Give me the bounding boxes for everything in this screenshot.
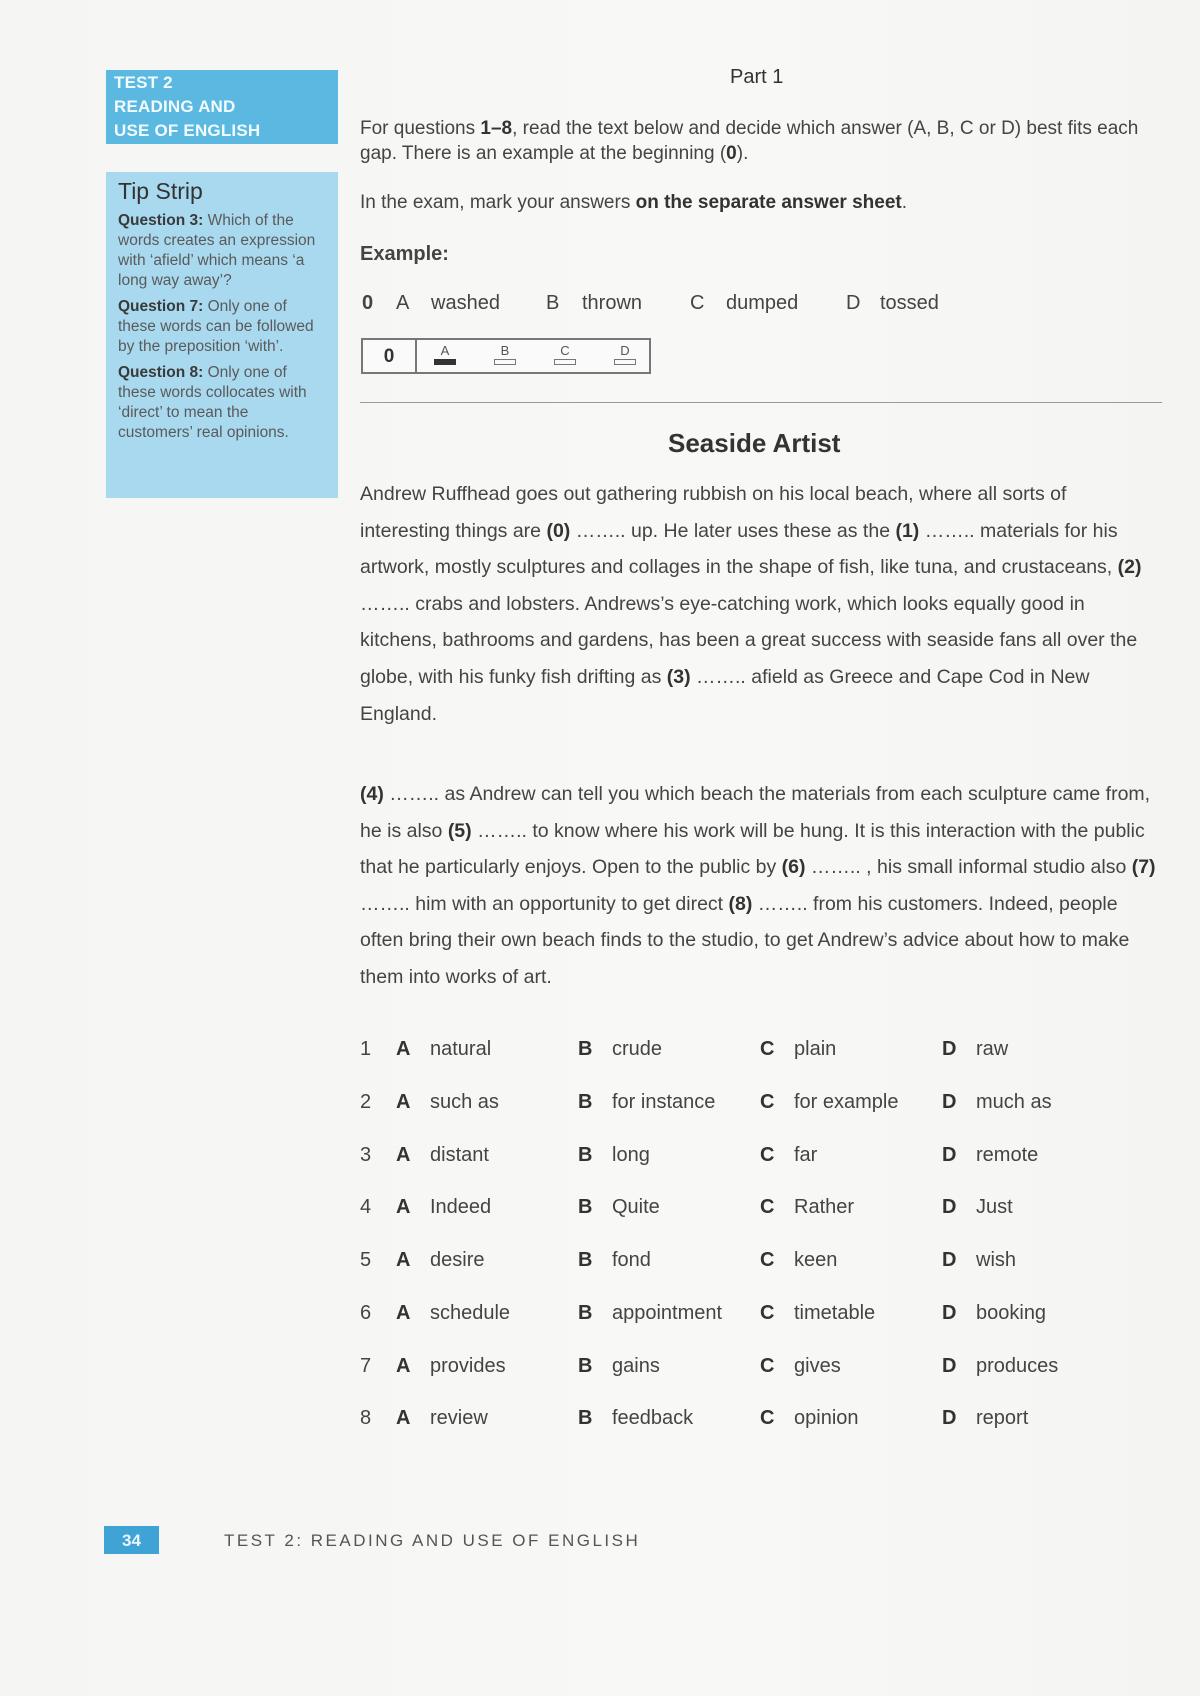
option-c: opinion [794, 1407, 859, 1429]
instr-range: 1–8 [480, 118, 513, 139]
option-b: for instance [612, 1091, 716, 1113]
tip-question-label: Question 3: [118, 212, 204, 229]
article-title: Seaside Artist [668, 428, 841, 458]
answer-mark-filled [434, 359, 456, 365]
example-letter: B [546, 292, 560, 314]
answer-option-a [433, 343, 457, 365]
question-row: 2 A such as B for instance C for example D much as [360, 1091, 1052, 1113]
tip-text: Which of the words creates an expression with ‘afield’ which means ‘a long way away’? [118, 212, 316, 289]
article-paragraph-2 [360, 776, 1160, 996]
answer-option-b [493, 343, 517, 365]
article-text: …….. him with an opportunity to get direct [360, 892, 729, 915]
gap-marker: (4) [360, 783, 384, 805]
article-paragraph-1 [360, 476, 1160, 732]
answer-option-letter: D [620, 343, 630, 358]
example-label: Example: [360, 243, 449, 265]
gap-marker: (8) [728, 892, 753, 915]
article-text: …….. as Andrew can tell you which beach the materials from each sculpture came from, he is also [360, 783, 1151, 842]
question-row: 7 A provides B gains C gives D produces [360, 1355, 1059, 1377]
exam-note-end: . [901, 192, 907, 213]
example-letter: C [690, 292, 705, 314]
running-footer: TEST 2: READING AND USE OF ENGLISH [224, 1531, 641, 1550]
answer-mark-empty [614, 359, 636, 365]
option-d: Just [976, 1196, 1013, 1218]
article-text: …….. materials for his artwork, mostly sculptures and collages in the shape of fish, like tuna, and crustaceans, [360, 519, 1118, 579]
answer-box-number: 0 [363, 340, 417, 372]
option-c: plain [794, 1038, 837, 1060]
option-d: raw [976, 1038, 1009, 1060]
article-text: …….. afield as Greece and Cape Cod in New England. [360, 665, 1090, 725]
option-b: feedback [612, 1407, 694, 1429]
option-a: desire [430, 1249, 485, 1271]
option-c: keen [794, 1249, 838, 1271]
test-header-badge [106, 70, 338, 144]
answer-option-letter: C [560, 343, 570, 358]
question-row: 8 A review B feedback C opinion D report [360, 1407, 1029, 1429]
gap-marker: (0) [546, 519, 571, 542]
question-row: 5 A desire B fond C keen D wish [360, 1249, 1017, 1271]
option-c: far [794, 1144, 818, 1166]
article-text: …….. crabs and lobsters. Andrews’s eye-catching work, which looks equally good in kitchens, bathrooms and gardens, has been a great success with seaside fans all over the globe, with his funky fish drifting as [360, 592, 1138, 688]
option-d: wish [976, 1249, 1017, 1271]
gap-marker: (7) [1131, 856, 1156, 879]
tip-question-label: Question 7: [118, 298, 204, 315]
example-answer-box [361, 338, 651, 374]
answer-mark-empty [494, 359, 516, 365]
tip-item [118, 297, 326, 357]
part-title: Part 1 [730, 66, 784, 88]
example-word: dumped [726, 292, 799, 314]
question-number: 5 [360, 1249, 372, 1271]
example-options-row [360, 292, 960, 320]
answer-option-letter: A [440, 343, 450, 358]
instr-text: , read the text below and decide which answer (A, B, C or D) best fits each gap. There is an example at the beginning ( [360, 118, 1139, 164]
page-number: 34 [104, 1526, 159, 1554]
question-number: 1 [360, 1038, 372, 1060]
tip-strip-title: Tip Strip [118, 178, 203, 204]
exam-note [360, 190, 1160, 215]
option-c: Rather [794, 1196, 855, 1218]
example-word: thrown [582, 292, 643, 314]
option-a: review [430, 1407, 488, 1429]
example-letter: D [846, 292, 861, 314]
section-divider [360, 402, 1162, 403]
tip-text: Only one of these words can be followed by the preposition ‘with’. [118, 298, 314, 355]
gap-marker: (1) [895, 519, 920, 542]
tip-item [118, 363, 326, 443]
tip-question-label: Question 8: [118, 364, 204, 381]
instructions-text [360, 116, 1160, 166]
question-row: 3 A distant B long C far D remote [360, 1144, 1039, 1166]
option-b: Quite [612, 1196, 660, 1218]
question-row: 6 A schedule B appointment C timetable D booking [360, 1302, 1047, 1324]
option-b: long [612, 1144, 650, 1166]
instr-text: ). [736, 143, 749, 164]
option-a: provides [430, 1355, 506, 1377]
option-b: fond [612, 1249, 651, 1271]
tip-text: Only one of these words collocates with ‘direct’ to mean the customers’ real opinions. [118, 364, 307, 441]
instr-text: For questions [360, 118, 481, 139]
article-text: Andrew Ruffhead goes out gathering rubbish on his local beach, where all sorts of interesting things are [360, 483, 1067, 542]
article-text: …….. from his customers. Indeed, people often bring their own beach finds to the studio, to get Andrew’s advice about how to make them into works of art. [360, 892, 1130, 988]
question-row: 1 A natural B crude C plain D raw [360, 1038, 1009, 1060]
question-number: 4 [360, 1196, 372, 1218]
option-b: appointment [612, 1302, 723, 1324]
answer-option-d [613, 343, 637, 365]
option-c: timetable [794, 1302, 876, 1324]
option-d: report [976, 1407, 1029, 1429]
exam-note-emphasis: on the separate answer sheet [635, 192, 902, 213]
instr-zero: 0 [726, 143, 737, 164]
question-number: 6 [360, 1302, 372, 1324]
gap-marker: (2) [1117, 556, 1142, 579]
header-line-1: TEST 2 [114, 73, 173, 92]
option-c: gives [794, 1355, 841, 1377]
answer-option-letter: B [500, 343, 510, 358]
article-text: …….. up. He later uses these as the [570, 519, 896, 542]
example-number: 0 [362, 292, 374, 314]
option-d: much as [976, 1091, 1052, 1113]
option-b: crude [612, 1038, 663, 1060]
tip-strip [106, 172, 338, 498]
option-a: distant [430, 1144, 489, 1166]
option-d: remote [976, 1144, 1039, 1166]
example-word: washed [431, 292, 500, 314]
option-c: for example [794, 1091, 899, 1113]
gap-marker: (5) [447, 819, 472, 842]
tip-item [118, 211, 326, 291]
example-letter: A [396, 292, 410, 314]
article-text: …….. , his small informal studio also [805, 856, 1132, 879]
exam-note-text: In the exam, mark your answers [360, 192, 636, 213]
option-a: Indeed [430, 1196, 492, 1218]
option-d: booking [976, 1302, 1047, 1324]
question-row: 4 A Indeed B Quite C Rather D Just [360, 1196, 1013, 1218]
article-text: …….. to know where his work will be hung. It is this interaction with the public that he particularly enjoys. Open to the public by [360, 819, 1145, 879]
option-a: natural [430, 1038, 492, 1060]
option-b: gains [612, 1355, 660, 1377]
question-number: 2 [360, 1091, 372, 1113]
question-number: 8 [360, 1407, 372, 1429]
gap-marker: (6) [781, 856, 806, 879]
option-a: such as [430, 1091, 499, 1113]
answer-mark-empty [554, 359, 576, 365]
question-number: 3 [360, 1144, 372, 1166]
option-a: schedule [430, 1302, 511, 1324]
option-d: produces [976, 1355, 1059, 1377]
example-word: tossed [880, 292, 939, 314]
header-line-3: USE OF ENGLISH [114, 121, 261, 140]
question-number: 7 [360, 1355, 372, 1377]
answer-option-c [553, 343, 577, 365]
header-line-2: READING AND [114, 97, 236, 116]
gap-marker: (3) [666, 665, 691, 688]
